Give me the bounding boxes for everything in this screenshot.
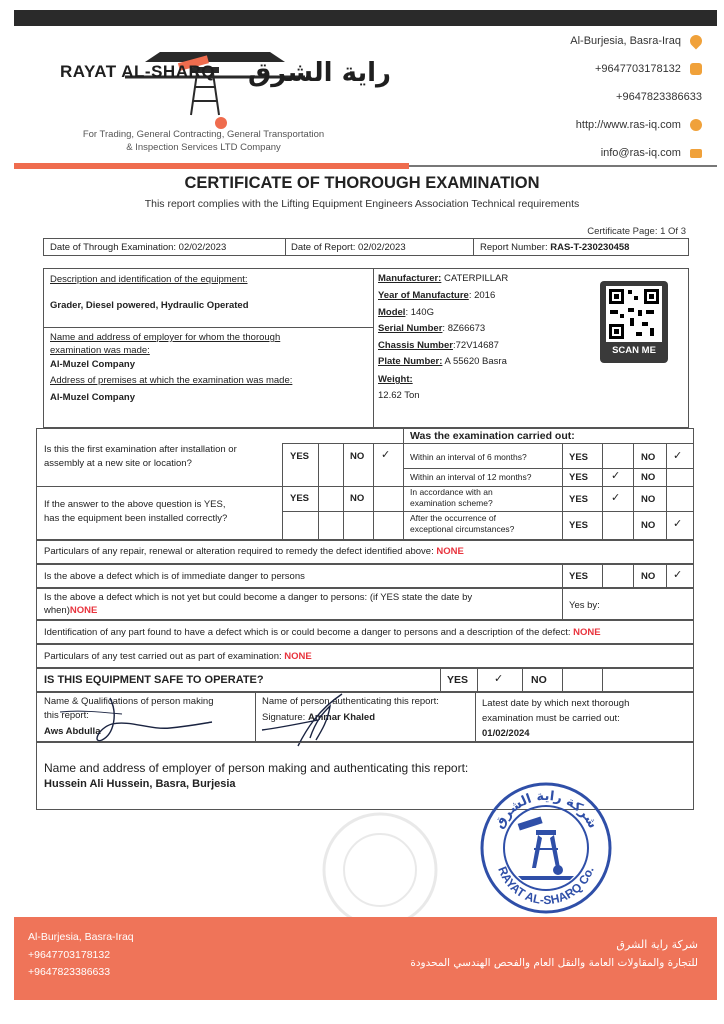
chassis-value: :72V14687 [452, 340, 499, 351]
employer-label: Name and address of employer of person making and authenticating this report: [44, 761, 469, 775]
q1-line-1: Is this the first examination after installation or [44, 444, 237, 455]
immediate-yes: YES [569, 571, 589, 582]
globe-icon [690, 119, 702, 131]
year-value: : 2016 [468, 290, 496, 301]
identification-text [44, 626, 601, 639]
chassis-label: Chassis Number [378, 340, 453, 351]
contact-phone-1 [595, 63, 702, 75]
watermark-seal-icon [320, 810, 440, 930]
stamp-text-top: شركة راية الشرق [491, 788, 601, 832]
c2-yes: YES [569, 472, 589, 483]
footer-ar-line-2: للتجارة والمقاولات العامة والنقل العام والفحص الهندسي المحدودة [410, 957, 698, 969]
report-number-value: RAS-T-230230458 [550, 242, 630, 253]
contact-address-text: Al-Burjesia, Basra-Iraq [570, 35, 681, 47]
c3-no: NO [641, 494, 656, 505]
footer-ar-line-1: شركة راية الشرق [616, 938, 698, 951]
premises-value: Al-Muzel Company [50, 392, 135, 403]
repair-none: NONE [436, 546, 464, 557]
repair-label: Particulars of any repair, renewal or alteration required to remedy the defect identified above: [44, 546, 434, 557]
serial-label: Serial Number [378, 323, 443, 334]
c1-no: NO [641, 452, 656, 463]
certificate-page: Certificate Page: 1 Of 3 [587, 226, 686, 237]
immediate-no-check[interactable]: ✓ [673, 569, 683, 581]
carried-out-title: Was the examination carried out: [410, 430, 575, 442]
equipment-desc-label: Description and identification of the equipment: [50, 274, 248, 285]
next-label-1: Latest date by which next thorough [482, 698, 630, 709]
model-label: Model [378, 307, 406, 318]
future-label-2 [44, 604, 97, 617]
c4-label-2: exceptional circumstances? [410, 524, 515, 534]
immediate-no: NO [641, 571, 656, 582]
tests-text [44, 650, 312, 663]
report-number [480, 241, 629, 254]
c4-no-check[interactable]: ✓ [673, 518, 683, 530]
footer-address: Al-Burjesia, Basra-Iraq [28, 931, 134, 943]
company-tagline [56, 128, 351, 154]
report-date: Date of Report: 02/02/2023 [291, 242, 406, 253]
q1-no-check[interactable]: ✓ [381, 449, 391, 461]
employer-label-1: Name and address of employer for whom the thorough [50, 332, 281, 343]
identification-none: NONE [573, 627, 601, 638]
q1-yes: YES [290, 451, 310, 462]
safe-question: IS THIS EQUIPMENT SAFE TO OPERATE? [44, 674, 264, 686]
future-none: NONE [69, 605, 98, 616]
tagline-line-1: For Trading, General Contracting, General Transportation [82, 129, 325, 140]
serial-value: : 8Z66673 [442, 323, 486, 334]
person-signature-icon [40, 694, 220, 746]
contact-website[interactable] [576, 119, 702, 131]
weight-value: 12.62 Ton [378, 390, 420, 401]
report-number-label: Report Number: [480, 242, 548, 253]
c4-no: NO [641, 520, 656, 531]
qr-code[interactable] [600, 281, 668, 363]
c3-label-2: examination scheme? [410, 498, 493, 508]
company-stamp [478, 780, 614, 916]
auth-sig-label: Signature: [262, 712, 306, 723]
c3-yes-check[interactable]: ✓ [611, 492, 621, 504]
certificate-subtitle: This report complies with the Lifting Equipment Engineers Association Technical requirements [144, 198, 580, 210]
q2-yes: YES [290, 493, 310, 504]
immediate-label: Is the above a defect which is of immediate danger to persons [44, 571, 305, 582]
c1-yes: YES [569, 452, 589, 463]
q2-line-1: If the answer to the above question is YES, [44, 499, 226, 510]
weight-label: Weight: [378, 374, 413, 385]
plate [378, 355, 507, 368]
contact-phone-2 [616, 91, 702, 103]
q2-line-2: has the equipment been installed correctly? [44, 513, 228, 524]
auth-signature-icon [258, 690, 368, 750]
manufacturer-label: Manufacturer: [378, 273, 442, 284]
employer-value-final: Hussein Ali Hussein, Basra, Burjesia [44, 778, 236, 790]
tagline-line-2: & Inspection Services LTD Company [126, 142, 281, 153]
chassis [378, 339, 499, 352]
person-label-1: Name & Qualifications of person making [44, 696, 214, 707]
c2-label: Within an interval of 12 months? [410, 472, 532, 482]
c4-yes: YES [569, 520, 589, 531]
premises-label: Address of premises at which the examination was made: [50, 375, 293, 386]
footer-phone-1: +9647703178132 [28, 949, 111, 961]
footer-phone-2: +9647823386633 [28, 966, 111, 978]
plate-label: Plate Number: [378, 356, 443, 367]
person-label-2: this report: [44, 710, 89, 721]
phone-icon [690, 63, 702, 75]
c2-yes-check[interactable]: ✓ [611, 470, 621, 482]
qr-pattern-icon [606, 286, 662, 342]
c3-yes: YES [569, 494, 589, 505]
stamp-text-bottom: RAYAT AL-SHARQ Co. [495, 864, 597, 908]
serial [378, 322, 485, 335]
future-when: when) [44, 605, 70, 616]
plate-value: A 55620 Basra [442, 356, 507, 367]
header-bar [14, 10, 717, 26]
company-name-ar: راية الشرق [248, 58, 392, 88]
contact-email-text[interactable]: info@ras-iq.com [600, 147, 681, 159]
c1-no-check[interactable]: ✓ [673, 450, 683, 462]
year-label: Year of Manufacture [378, 290, 469, 301]
company-name-en: RAYAT AL-SHARQ [60, 62, 215, 81]
contact-website-text[interactable]: http://www.ras-iq.com [575, 119, 681, 131]
person-name: Aws Abdulla [44, 726, 101, 737]
employer-label-2: examination was made: [50, 345, 150, 356]
contact-phone-2-text: +9647823386633 [616, 91, 702, 103]
c2-no: NO [641, 472, 656, 483]
future-label-1: Is the above a defect which is not yet but could become a danger to persons: (if YES state the date by [44, 592, 473, 603]
model-value: : 140G [405, 307, 434, 318]
next-label-2: examination must be carried out: [482, 713, 620, 724]
manufacturer [378, 272, 508, 285]
q1-line-2: assembly at a new site or location? [44, 458, 192, 469]
auth-label: Name of person authenticating this report: [262, 696, 439, 707]
c4-label-1: After the occurrence of [410, 513, 496, 523]
contact-phone-1-text: +9647703178132 [594, 63, 681, 75]
next-date: 01/02/2024 [482, 728, 530, 739]
q2-no: NO [350, 493, 365, 504]
model [378, 306, 434, 319]
scan-me-label: SCAN ME [612, 345, 656, 356]
location-pin-icon [688, 33, 705, 50]
certificate-title: CERTIFICATE OF THOROUGH EXAMINATION [184, 174, 540, 192]
year [378, 289, 495, 302]
contact-email[interactable] [601, 147, 702, 159]
yes-by-label: Yes by: [569, 600, 600, 611]
manufacturer-value: CATERPILLAR [443, 273, 509, 284]
repair-text [44, 545, 464, 558]
tests-label: Particulars of any test carried out as part of examination: [44, 651, 282, 662]
envelope-icon [690, 149, 702, 158]
safe-no: NO [531, 674, 547, 686]
header-separator [14, 163, 717, 169]
auth-name: Ammar Khaled [307, 712, 376, 723]
contact-address [570, 35, 702, 47]
identification-label: Identification of any part found to have a defect which is or could become a danger to persons and a description of the defect: [44, 627, 571, 638]
c1-label: Within an interval of 6 months? [410, 452, 527, 462]
employer-value: Al-Muzel Company [50, 359, 135, 370]
tests-none: NONE [284, 651, 312, 662]
exam-date: Date of Through Examination: 02/02/2023 [50, 242, 227, 253]
safe-yes-check[interactable]: ✓ [494, 673, 504, 685]
q1-no: NO [350, 451, 365, 462]
equipment-desc-value: Grader, Diesel powered, Hydraulic Operated [50, 300, 249, 311]
c3-label-1: In accordance with an [410, 487, 493, 497]
safe-yes: YES [447, 674, 469, 686]
